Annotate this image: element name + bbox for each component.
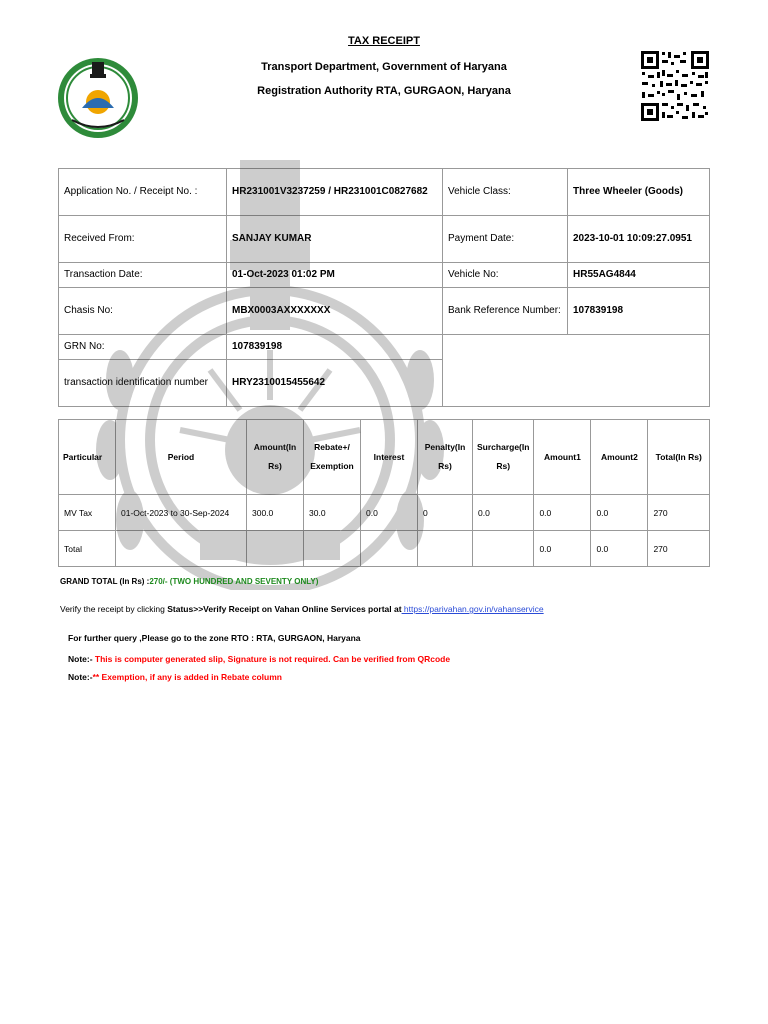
table-cell: 0.0 <box>591 495 648 531</box>
chasis-no-value: MBX0003AXXXXXXX <box>227 288 443 335</box>
table-cell: 0 <box>418 495 473 531</box>
note-label: Note:- <box>68 654 93 664</box>
table-cell <box>116 531 247 567</box>
table-cell <box>247 531 304 567</box>
table-cell <box>361 531 418 567</box>
payment-date-label: Payment Date: <box>443 216 568 263</box>
table-cell: Total <box>59 531 116 567</box>
col-total: Total(In Rs) <box>648 420 710 495</box>
empty-cell <box>443 335 710 407</box>
table-cell: 300.0 <box>247 495 304 531</box>
verify-line <box>60 604 544 614</box>
transaction-id-value: HRY2310015455642 <box>227 360 443 407</box>
table-cell: 270 <box>648 531 710 567</box>
table-cell: 270 <box>648 495 710 531</box>
col-interest: Interest <box>361 420 418 495</box>
chasis-no-label: Chasis No: <box>59 288 227 335</box>
fees-table <box>58 419 710 567</box>
col-surcharge: Surcharge(In Rs) <box>473 420 534 495</box>
table-cell: 0.0 <box>591 531 648 567</box>
fees-header-row <box>59 420 710 495</box>
application-no-value: HR231001V3237259 / HR231001C0827682 <box>227 169 443 216</box>
col-amount: Amount(In Rs) <box>247 420 304 495</box>
transaction-date-label: Transaction Date: <box>59 263 227 288</box>
table-cell: 0.0 <box>534 495 591 531</box>
vahan-service-link[interactable]: https://parivahan.gov.in/vahanservice <box>401 604 544 614</box>
grand-total-value: 270/- (TWO HUNDRED AND SEVENTY ONLY) <box>149 577 319 586</box>
note-text: This is computer generated slip, Signature is not required. Can be verified from QRcode <box>92 654 451 664</box>
received-from-label: Received From: <box>59 216 227 263</box>
table-cell: 0.0 <box>473 495 534 531</box>
received-from-value: SANJAY KUMAR <box>227 216 443 263</box>
receipt-title: TAX RECEIPT <box>348 35 420 47</box>
table-cell: 01-Oct-2023 to 30-Sep-2024 <box>116 495 247 531</box>
note-exemption <box>68 672 282 682</box>
grn-no-value: 107839198 <box>227 335 443 360</box>
col-amount2: Amount2 <box>591 420 648 495</box>
table-cell: 30.0 <box>304 495 361 531</box>
transaction-date-value: 01-Oct-2023 01:02 PM <box>227 263 443 288</box>
note-computer-generated <box>68 654 450 664</box>
payment-date-value: 2023-10-01 10:09:27.0951 <box>568 216 710 263</box>
grand-total-label: GRAND TOTAL (In Rs) : <box>60 577 150 586</box>
vehicle-no-label: Vehicle No: <box>443 263 568 288</box>
haryana-emblem-logo <box>52 50 144 142</box>
bank-reference-value: 107839198 <box>568 288 710 335</box>
table-cell <box>304 531 361 567</box>
vehicle-class-label: Vehicle Class: <box>443 169 568 216</box>
vehicle-no-value: HR55AG4844 <box>568 263 710 288</box>
verify-instruction: Status>>Verify Receipt on Vahan Online Services portal at <box>167 604 402 614</box>
receipt-info-table <box>58 168 710 407</box>
department-name: Transport Department, Government of Haryana <box>261 61 507 73</box>
vehicle-class-value: Three Wheeler (Goods) <box>568 169 710 216</box>
col-penalty: Penalty(In Rs) <box>418 420 473 495</box>
authority-name: Registration Authority RTA, GURGAON, Haryana <box>257 85 511 97</box>
grn-no-label: GRN No: <box>59 335 227 360</box>
note-text: ** Exemption, if any is added in Rebate column <box>92 672 282 682</box>
table-cell: 0.0 <box>361 495 418 531</box>
qr-code-icon <box>640 50 710 122</box>
transaction-id-label: transaction identification number <box>59 360 227 407</box>
col-amount1: Amount1 <box>534 420 591 495</box>
grand-total <box>60 577 318 586</box>
table-cell <box>418 531 473 567</box>
table-row <box>59 531 710 567</box>
further-query-text: For further query ,Please go to the zone RTO : RTA, GURGAON, Haryana <box>68 633 361 643</box>
table-cell: 0.0 <box>534 531 591 567</box>
col-period: Period <box>116 420 247 495</box>
table-cell <box>473 531 534 567</box>
table-cell: MV Tax <box>59 495 116 531</box>
col-particular: Particular <box>59 420 116 495</box>
application-no-label: Application No. / Receipt No. : <box>59 169 227 216</box>
table-row <box>59 495 710 531</box>
col-rebate: Rebate+/ Exemption <box>304 420 361 495</box>
bank-reference-label: Bank Reference Number: <box>443 288 568 335</box>
verify-prefix: Verify the receipt by clicking <box>60 604 168 614</box>
note-label: Note:- <box>68 672 93 682</box>
